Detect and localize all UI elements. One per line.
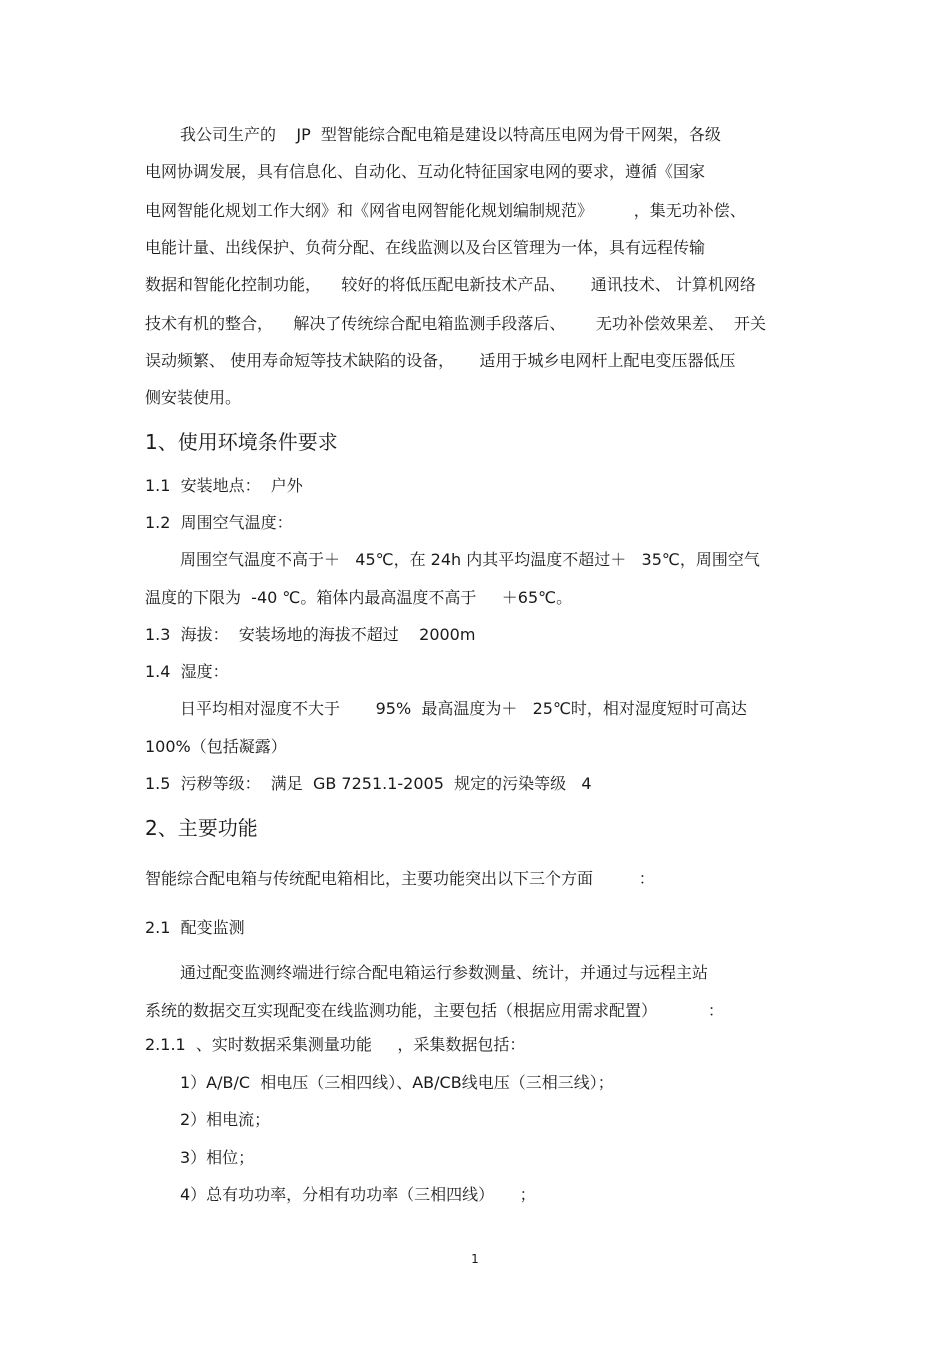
item-2-1: 2.1 配变监测 [145,918,245,937]
list-item: 1）A/B/C 相电压（三相四线）、AB/CB线电压（三相三线）； [180,1073,614,1092]
page-number: 1 [471,1252,479,1266]
temperature-text: 周围空气温度不高于＋ 45℃，在 24h 内其平均温度不超过＋ 35℃，周围空气 [180,550,760,569]
intro-line: 电网智能化规划工作大纲》和《网省电网智能化规划编制规范》 ，集无功补偿、 [145,201,746,220]
monitoring-text: 系统的数据交互实现配变在线监测功能，主要包括（根据应用需求配置） ： [145,1001,724,1020]
intro-line: 侧安装使用。 [145,388,242,407]
humidity-text: 100%（包括凝露） [145,737,287,756]
section-heading-1: 1、使用环境条件要求 [145,430,338,454]
section-heading-2: 2、主要功能 [145,816,258,840]
item-1-4: 1.4 湿度： [145,662,229,681]
monitoring-text: 通过配变监测终端进行综合配电箱运行参数测量、统计，并通过与远程主站 [180,963,709,982]
section-2-summary: 智能综合配电箱与传统配电箱相比，主要功能突出以下三个方面 ： [145,869,655,888]
intro-line: 误动频繁、 使用寿命短等技术缺陷的设备， 适用于城乡电网杆上配电变压器低压 [145,351,736,370]
list-item: 2）相电流； [180,1110,271,1129]
item-1-5: 1.5 污秽等级： 满足 GB 7251.1-2005 规定的污染等级 4 [145,774,592,793]
item-1-1: 1.1 安装地点： 户外 [145,476,303,495]
list-item: 4）总有功功率，分相有功功率（三相四线） ； [180,1185,536,1204]
temperature-text: 温度的下限为 -40 ℃。箱体内最高温度不高于 ＋65℃。 [145,588,573,607]
item-1-2: 1.2 周围空气温度： [145,513,293,532]
intro-line: 技术有机的整合， 解决了传统综合配电箱监测手段落后、 无功补偿效果差、 开关 [145,314,767,333]
intro-line: 数据和智能化控制功能， 较好的将低压配电新技术产品、 通讯技术、 计算机网络 [145,275,756,294]
intro-line: 我公司生产的 JP 型智能综合配电箱是建设以特高压电网为骨干网架，各级 [180,125,721,144]
humidity-text: 日平均相对湿度不大于 95% 最高温度为＋ 25℃时，相对湿度短时可高达 [180,699,747,718]
intro-line: 电能计量、出线保护、负荷分配、在线监测以及台区管理为一体，具有远程传输 [145,238,706,257]
item-2-1-1: 2.1.1 、实时数据采集测量功能 ，采集数据包括： [145,1035,526,1054]
intro-line: 电网协调发展，具有信息化、自动化、互动化特征国家电网的要求，遵循《国家 [145,162,706,181]
item-1-3: 1.3 海拔： 安装场地的海拔不超过 2000m [145,625,476,644]
list-item: 3）相位； [180,1148,255,1167]
